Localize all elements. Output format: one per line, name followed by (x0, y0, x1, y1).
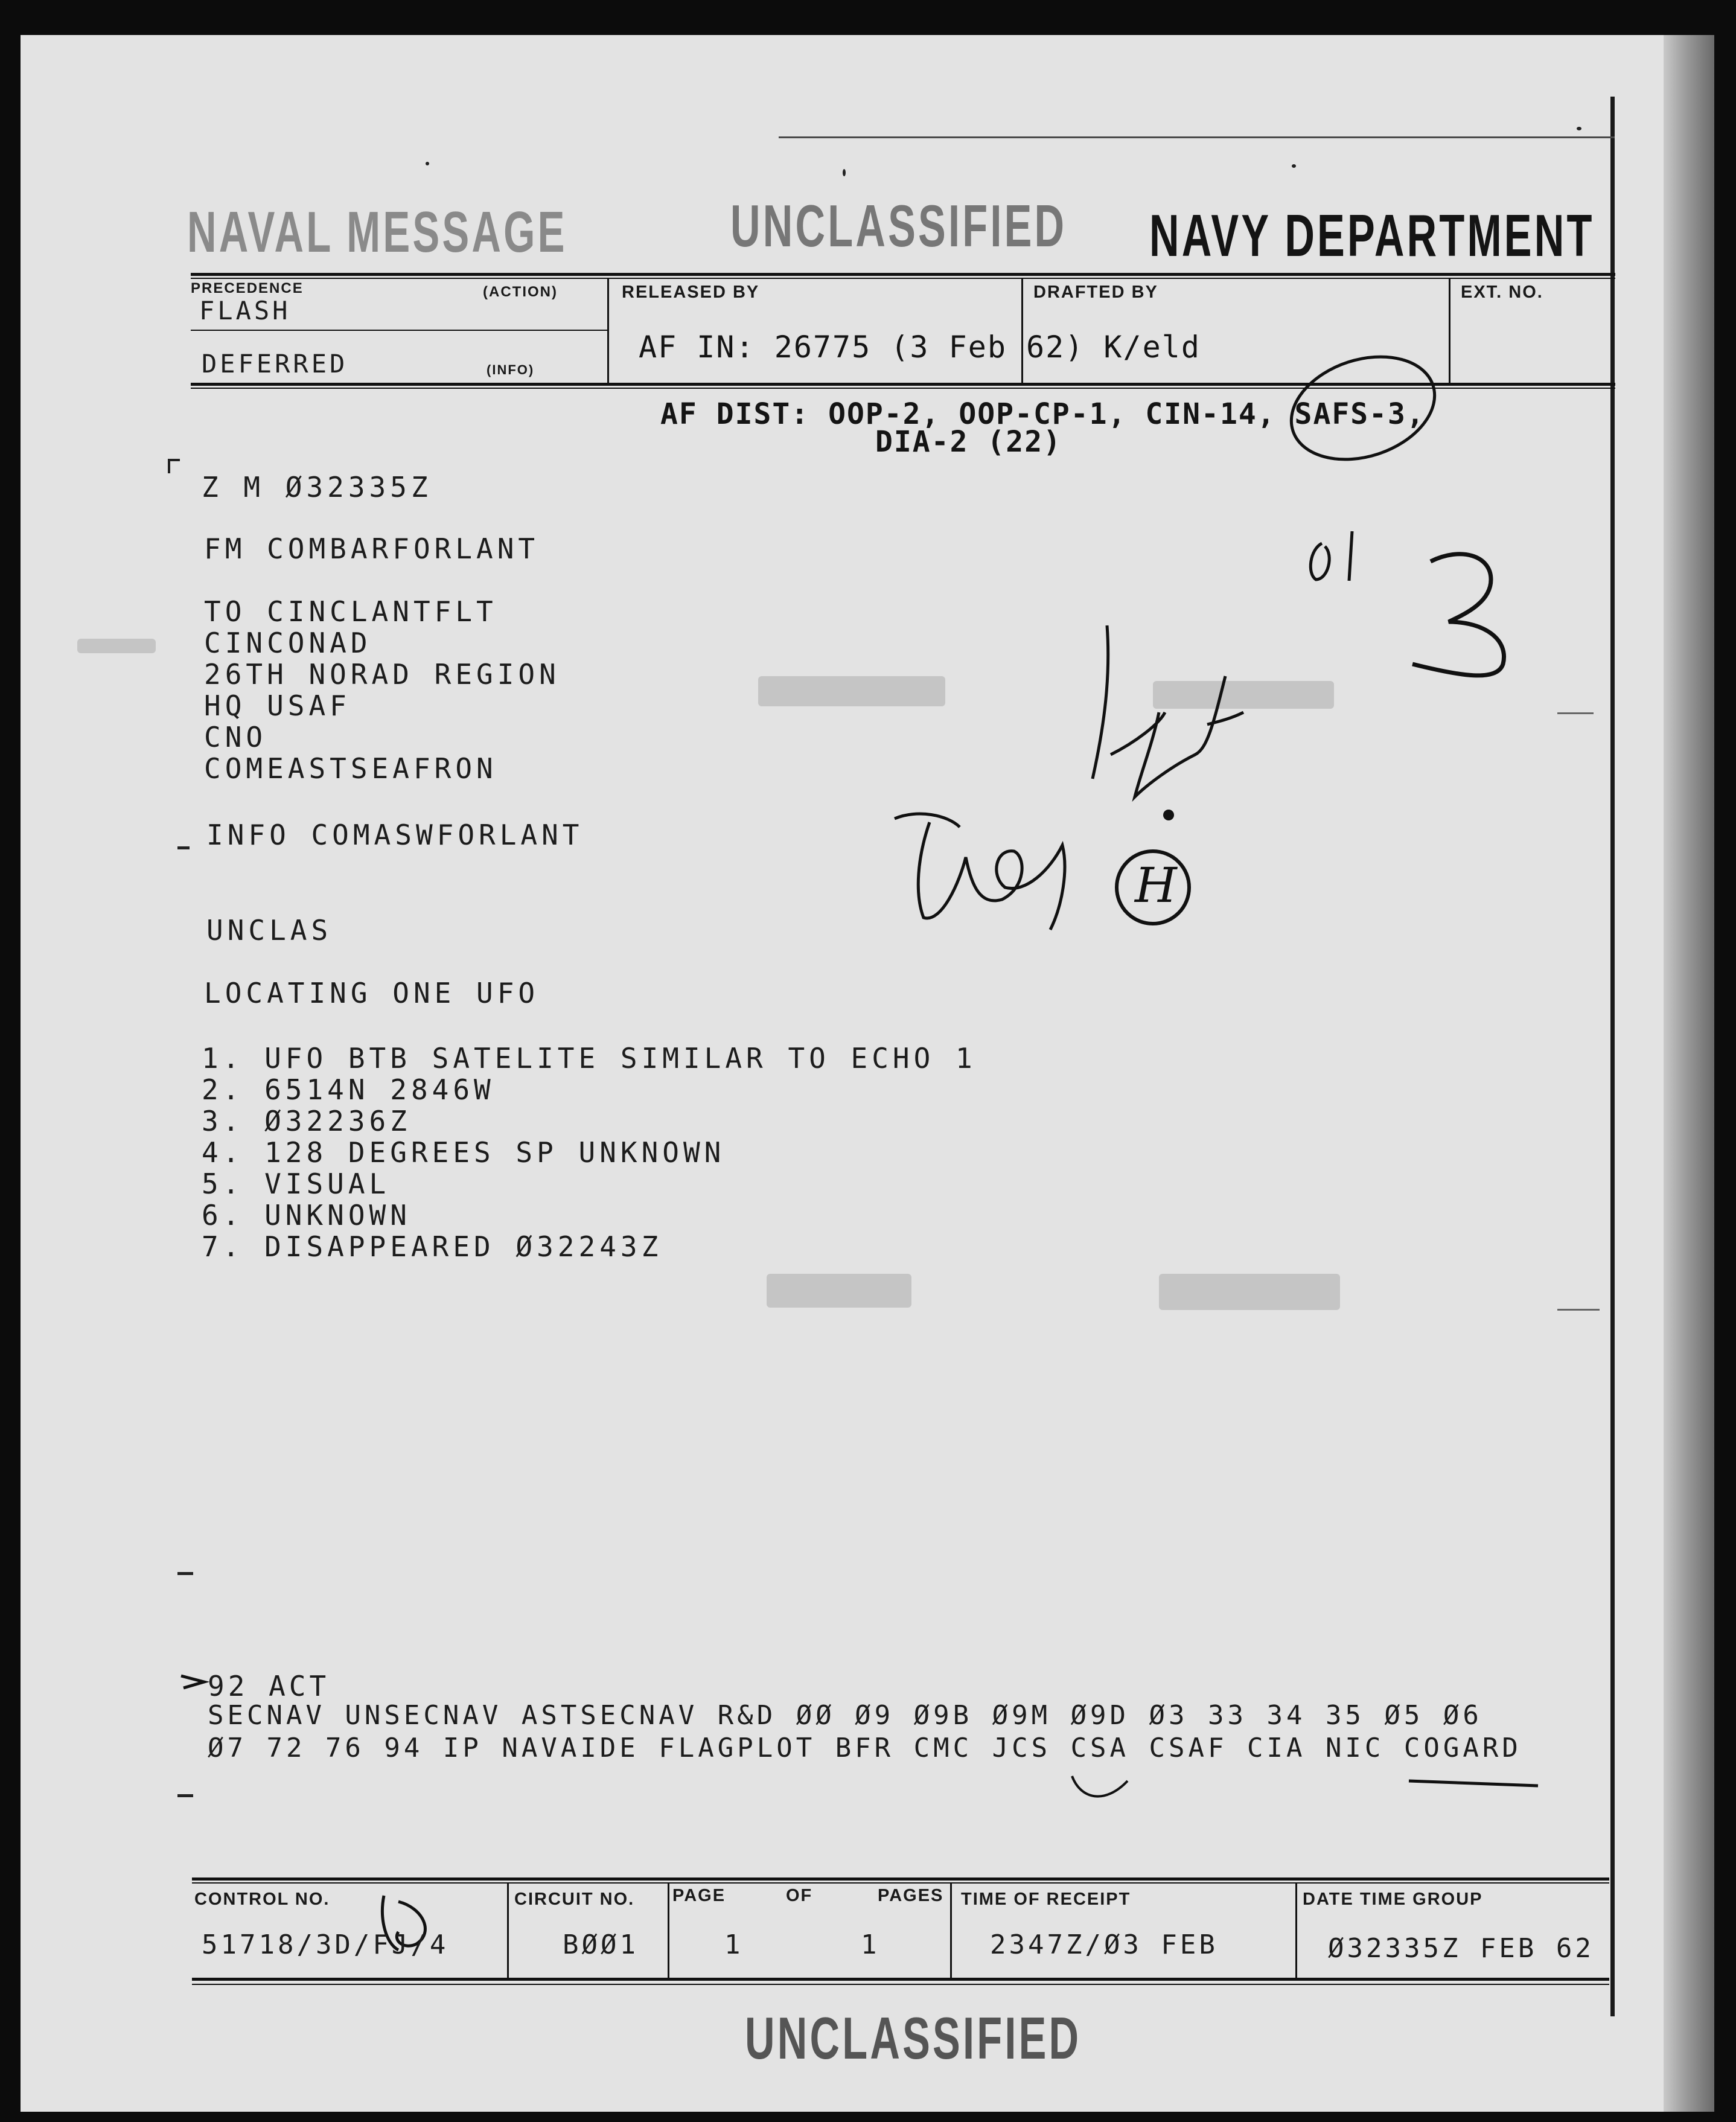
af-distribution-line1: AF DIST: OOP-2, OOP-CP-1, CIN-14, SAFS-3, (660, 397, 1425, 431)
action-label: (ACTION) (483, 284, 558, 300)
signature-stroke (1093, 625, 1243, 797)
circle-annotation (1278, 339, 1448, 477)
of-label: OF (786, 1886, 813, 1905)
to-addressee: TO CINCLANTFLT (204, 595, 497, 628)
footer-bottom-rule-inner (192, 1984, 1609, 1985)
circuit-no-label: CIRCUIT NO. (514, 1890, 635, 1909)
footer-divider (1295, 1884, 1297, 1978)
circuit-no-value: BØØ1 (563, 1929, 639, 1960)
signature-dot (1163, 810, 1174, 820)
report-item: 1. UFO BTB SATELITE SIMILAR TO ECHO 1 (202, 1042, 977, 1075)
precedence-value: FLASH (199, 296, 291, 325)
ext-no-label: EXT. NO. (1461, 283, 1543, 302)
margin-mark (177, 1572, 193, 1575)
report-item: 3. Ø32236Z (202, 1105, 411, 1137)
margin-mark (177, 1794, 193, 1797)
report-item: 4. 128 DEGREES SP UNKNOWN (202, 1136, 726, 1169)
footer-divider (668, 1884, 669, 1978)
cogard-underline (1409, 1781, 1538, 1786)
to-addressee: 26TH NORAD REGION (204, 658, 560, 691)
report-item: 2. 6514N 2846W (202, 1073, 495, 1106)
to-addressee: CINCONAD (204, 627, 372, 659)
date-time-group-value: Ø32335Z FEB 62 (1328, 1933, 1594, 1964)
af-in-number: AF IN: 26775 (3 Feb (639, 330, 1007, 365)
to-addressee: COMEASTSEAFRON (204, 752, 497, 785)
page-label: PAGE (672, 1886, 726, 1905)
circled-initial: H (1135, 857, 1177, 913)
af-distribution-line2: DIA-2 (22) (875, 425, 1062, 459)
footer-bottom-rule (192, 1978, 1609, 1981)
time-of-receipt-label: TIME OF RECEIPT (961, 1890, 1131, 1909)
signature-stroke (895, 814, 1065, 930)
to-addressee: HQ USAF (204, 689, 351, 722)
deferred-value: DEFERRED (202, 349, 348, 379)
action-addressees-count: 92 ACT (208, 1670, 330, 1702)
action-addressees-line: SECNAV UNSECNAV ASTSECNAV R&D ØØ Ø9 Ø9B Ø9M Ø9D Ø3 33 34 35 Ø5 Ø6 (208, 1700, 1482, 1731)
drafted-value: 62) K/eld (1026, 330, 1201, 365)
classification-stamp-top: UNCLASSIFIED (730, 193, 1067, 259)
check-mark (1072, 1776, 1128, 1797)
precedence-label: PRECEDENCE (191, 280, 304, 296)
info-addressee: INFO COMASWFORLANT (206, 819, 584, 851)
navy-department-title: NAVY DEPARTMENT (1149, 202, 1595, 269)
control-no-value: 51718/3D/FJ/4 (202, 1929, 449, 1960)
info-label: (INFO) (487, 362, 535, 377)
message-classification: UNCLAS (206, 914, 333, 947)
footer-divider (950, 1884, 952, 1978)
time-of-receipt-value: 2347Z/Ø3 FEB (990, 1929, 1218, 1960)
message-from: FM COMBARFORLANT (204, 532, 540, 565)
naval-message-stamp: NAVAL MESSAGE (187, 200, 567, 264)
pages-value: 1 (861, 1929, 881, 1960)
control-no-label: CONTROL NO. (194, 1890, 330, 1909)
footer-top-rule (192, 1878, 1609, 1881)
classification-stamp-bottom: UNCLASSIFIED (745, 2005, 1082, 2071)
released-by-label: RELEASED BY (622, 283, 760, 302)
arrow-mark (181, 1676, 204, 1688)
report-item: 6. UNKNOWN (202, 1199, 411, 1232)
report-item: 7. DISAPPEARED Ø32243Z (202, 1230, 663, 1263)
message-dtg: Z M Ø32335Z (202, 471, 432, 503)
message-subject: LOCATING ONE UFO (204, 977, 540, 1009)
page-value: 1 (724, 1929, 745, 1960)
drafted-by-label: DRAFTED BY (1033, 283, 1158, 302)
to-addressee: CNO (204, 721, 267, 753)
footer-top-rule-inner (192, 1882, 1609, 1884)
footer-divider (507, 1884, 509, 1978)
report-item: 5. VISUAL (202, 1168, 391, 1200)
action-addressees-line: Ø7 72 76 94 IP NAVAIDE FLAGPLOT BFR CMC JCS CSA CSAF CIA NIC COGARD (208, 1733, 1522, 1763)
pages-label: PAGES (878, 1886, 944, 1905)
date-time-group-label: DATE TIME GROUP (1303, 1890, 1483, 1909)
